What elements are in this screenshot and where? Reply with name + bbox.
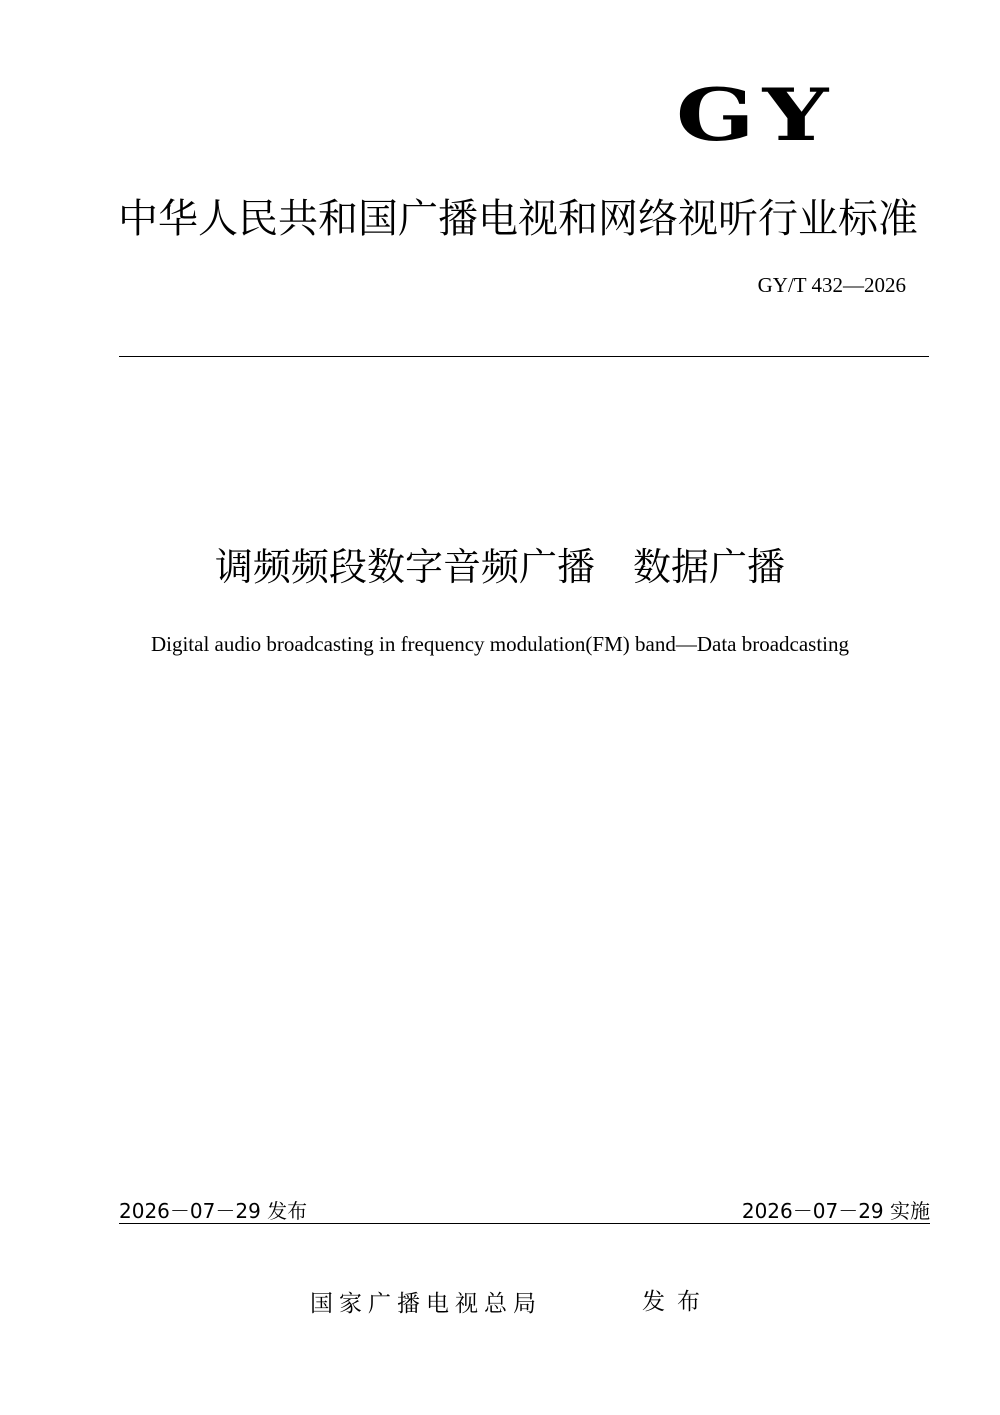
standard-number: GY/T 432—2026 (757, 273, 906, 297)
top-divider (119, 356, 929, 357)
english-title: Digital audio broadcasting in frequency modulation(FM) band—Data broadcasting (150, 632, 850, 656)
bottom-divider (119, 1223, 930, 1224)
effective-date: 2026－07－29 实施 (741, 1199, 930, 1223)
gy-logo: GY (676, 72, 837, 158)
authority-title: 中华人民共和国广播电视和网络视听行业标准 (118, 196, 918, 242)
issue-label: 发布 (642, 1289, 712, 1315)
chinese-title: 调频频段数字音频广播 数据广播 (214, 545, 785, 589)
issue-date: 2026－07－29 发布 (119, 1199, 308, 1223)
issuer-name: 国家广播电视总局 (310, 1291, 542, 1317)
